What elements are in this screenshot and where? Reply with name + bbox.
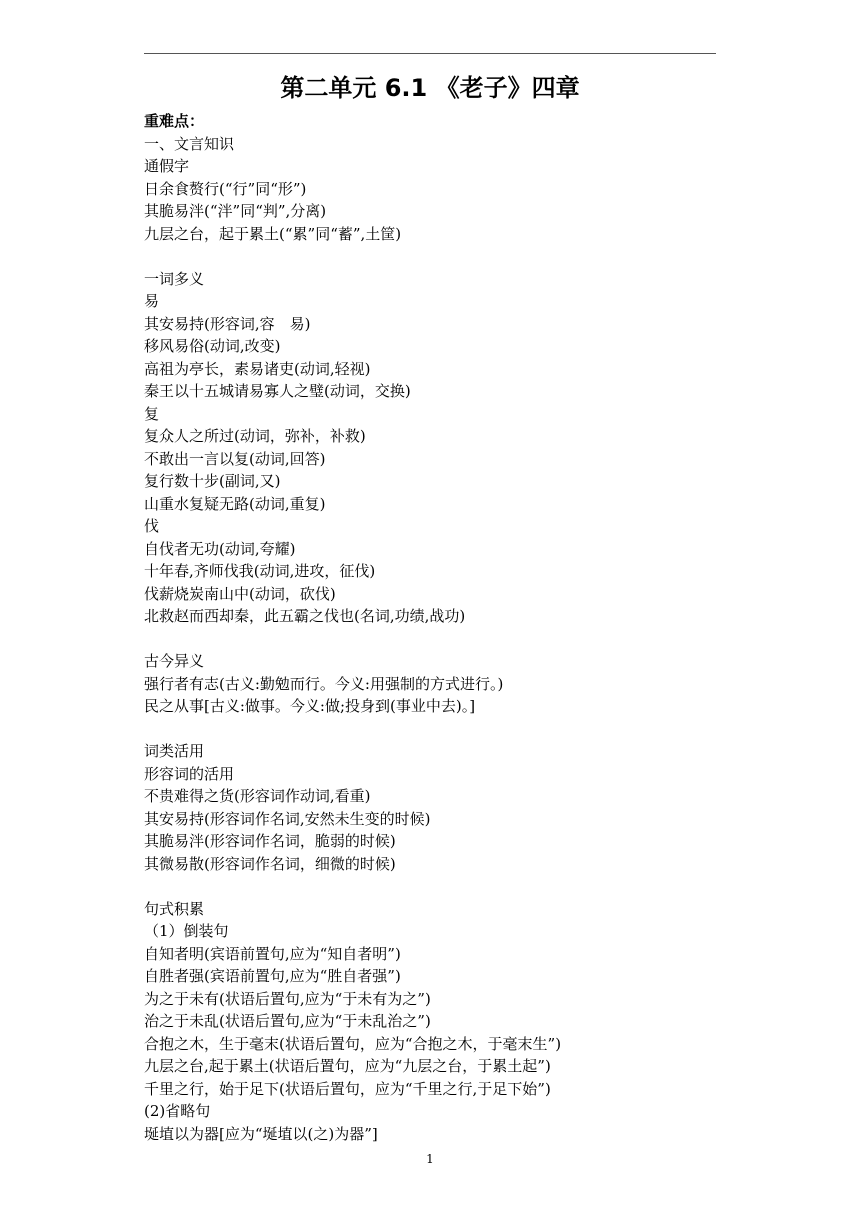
text-line: 词类活用 xyxy=(144,742,205,760)
text-line: 一、文言知识 xyxy=(144,134,235,153)
text-line: 埏埴以为器[应为“埏埴以(之)为器”] xyxy=(144,1124,378,1143)
text-line: 千里之行，始于足下(状语后置句，应为“千里之行,于足下始”) xyxy=(144,1079,551,1098)
text-line: 治之于未乱(状语后置句,应为“于未乱治之”) xyxy=(144,1012,431,1030)
text-line: 九层之台，起于累土(“累”同“蓄”,土筐) xyxy=(144,224,402,243)
text-line: 强行者有志(古义:勤勉而行。今义:用强制的方式进行。) xyxy=(144,674,504,693)
text-line: 自伐者无功(动词,夸耀) xyxy=(144,539,296,558)
text-line: 伐薪烧炭南山中(动词，砍伐) xyxy=(144,584,336,603)
text-line: 山重水复疑无路(动词,重复) xyxy=(144,494,326,513)
text-line: 形容词的活用 xyxy=(144,764,235,783)
text-line: 一词多义 xyxy=(144,269,205,288)
text-line: 其脆易泮(形容词作名词，脆弱的时候) xyxy=(144,832,396,850)
text-line: 移风易俗(动词,改变) xyxy=(144,337,281,355)
text-line: 复众人之所过(动词，弥补，补救) xyxy=(144,427,366,445)
text-line: 其微易散(形容词作名词，细微的时候) xyxy=(144,854,396,873)
text-line: 不敢出一言以复(动词,回答) xyxy=(144,449,326,468)
text-line: 为之于未有(状语后置句,应为“于未有为之”) xyxy=(144,989,431,1008)
page-number: 1 xyxy=(426,1152,434,1166)
blank-line xyxy=(144,628,744,651)
text-line: 九层之台,起于累土(状语后置句，应为“九层之台，于累土起”) xyxy=(144,1057,551,1075)
text-line: 高祖为亭长，素易诸吏(动词,轻视) xyxy=(144,359,371,378)
text-line: 复 xyxy=(144,404,160,423)
text-line: 其脆易泮(“泮”同“判”,分离) xyxy=(144,202,327,220)
document-body xyxy=(144,110,744,1145)
text-line: 不贵难得之货(形容词作动词,看重) xyxy=(144,787,371,805)
text-line: 北救赵而西却秦，此五霸之伐也(名词,功绩,战功) xyxy=(144,607,466,625)
text-line: （1）倒装句 xyxy=(144,922,229,940)
text-line: 自胜者强(宾语前置句,应为“胜自者强”) xyxy=(144,967,401,985)
blank-line xyxy=(144,875,744,898)
blank-line xyxy=(144,245,744,268)
text-line: 日余食赘行(“行”同“形”) xyxy=(144,179,307,198)
text-line: 重难点： xyxy=(144,112,205,130)
page-title: 第二单元 6.1 《老子》四章 xyxy=(280,74,580,102)
blank-line xyxy=(144,718,744,741)
text-line: 民之从事[古义:做事。今义:做;投身到(事业中去)。] xyxy=(144,697,476,715)
text-line: 伐 xyxy=(144,517,160,535)
text-line: 复行数十步(副词,又) xyxy=(144,472,281,490)
text-line: 合抱之木，生于毫末(状语后置句，应为“合抱之木，于毫末生”) xyxy=(144,1034,562,1053)
text-line: 自知者明(宾语前置句,应为“知自者明”) xyxy=(144,944,401,963)
text-line: 通假字 xyxy=(144,157,190,175)
text-line: 易 xyxy=(144,292,160,310)
text-line: 十年春,齐师伐我(动词,进攻，征伐) xyxy=(144,562,376,580)
text-line: 秦王以十五城请易寡人之璧(动词，交换) xyxy=(144,382,411,400)
text-line: 其安易持(形容词,容 易) xyxy=(144,314,311,333)
text-line: 句式积累 xyxy=(144,899,205,918)
header-rule xyxy=(144,53,716,54)
text-line: 古今异义 xyxy=(144,652,205,670)
text-line: 其安易持(形容词作名词,安然未生变的时候) xyxy=(144,809,431,828)
text-line: (2)省略句 xyxy=(144,1102,211,1120)
